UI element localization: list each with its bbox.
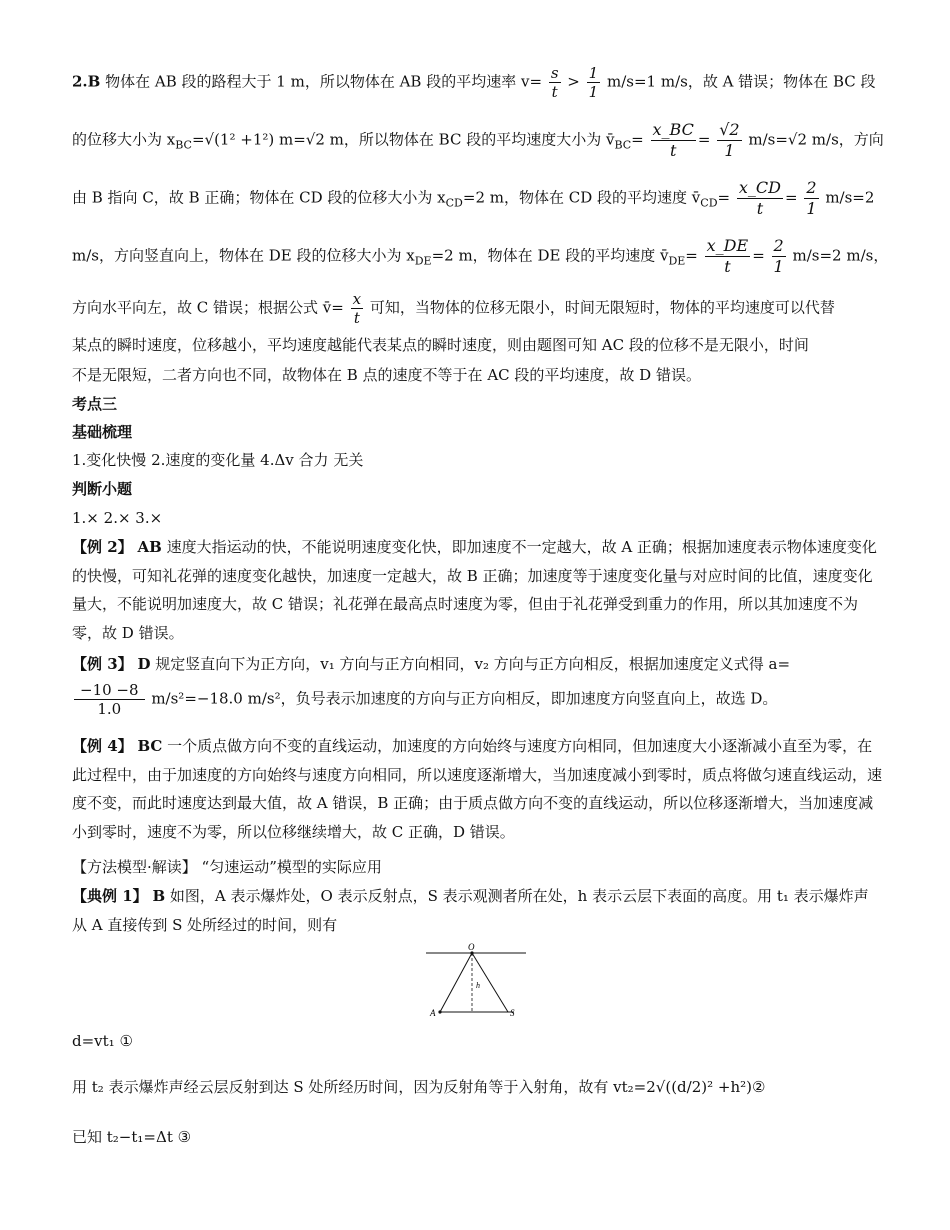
frac-num: 2	[806, 178, 817, 197]
heading-kaodian: 考点三	[72, 395, 118, 413]
fraction-s-over-t	[549, 64, 561, 101]
text: m/s=√2 m/s，方向	[748, 130, 884, 149]
text: =	[631, 130, 644, 149]
text: =2 m，物体在 CD 段的平均速度 v̄	[462, 188, 701, 207]
example-tag: 【例 3】	[72, 655, 133, 673]
heading-panduan: 判断小题	[72, 480, 133, 498]
frac-den: t	[724, 257, 731, 276]
fraction-xde-over-t	[705, 236, 751, 277]
frac-num: x_DE	[706, 236, 749, 255]
example-tag: 【例 4】	[72, 737, 133, 755]
typical-example-1	[72, 882, 882, 939]
frac-num: 1	[588, 64, 599, 82]
text: =	[784, 188, 798, 207]
text: 可知，当物体的位移无限小，时间无限短时，物体的平均速度可以代替	[369, 298, 835, 317]
fraction-xcd-over-t	[737, 178, 783, 219]
text: 的位移大小为 x	[72, 130, 176, 149]
sec2-line1	[72, 64, 876, 101]
frac-den: 1	[806, 199, 817, 218]
subscript: DE	[668, 254, 686, 268]
fraction-x-over-t	[351, 290, 363, 327]
frac-num: x_CD	[738, 178, 781, 197]
reflection-diagram	[426, 942, 626, 1022]
sec2-line4	[72, 236, 888, 277]
text: m/s=1 m/s，故 A 错误；物体在 BC 段	[606, 72, 876, 91]
text: =	[685, 246, 698, 265]
frac-den: 1	[588, 83, 599, 101]
subscript: BC	[614, 138, 632, 152]
fraction-sqrt2-over-1	[717, 120, 741, 161]
frac-den: 1	[724, 141, 735, 160]
heading-jichu: 基础梳理	[72, 423, 133, 441]
frac-den: 1.0	[97, 700, 122, 718]
frac-num: x	[352, 290, 362, 308]
frac-den: t	[353, 309, 360, 327]
text: m/s，方向竖直向上，物体在 DE 段的位移大小为 x	[72, 246, 415, 265]
text: 用 t₂ 表示爆炸声经云层反射到达 S 处所经历时间，因为反射角等于入射角，故有 vt₂=2	[72, 1078, 656, 1096]
example-2	[72, 533, 882, 647]
fraction-2-over-1	[772, 236, 786, 277]
frac-num: s	[550, 64, 559, 82]
fraction-1-over-1	[587, 64, 601, 101]
example-text: m/s²=−18.0 m/s²，负号表示加速度的方向与正方向相反，即加速度方向竖直向上，故选 D。	[151, 689, 778, 708]
example-4	[72, 732, 882, 846]
subscript: BC	[175, 138, 192, 152]
example-3-line1	[72, 653, 790, 675]
text: 由 B 指向 C，故 B 正确；物体在 CD 段的位移大小为 x	[72, 188, 446, 207]
text: =√(1² +1²) m=√2 m，所以物体在 BC 段的平均速度大小为 v̄	[191, 130, 615, 149]
text: 物体在 AB 段的路程大于 1 m，所以物体在 AB 段的平均速率 v=	[105, 72, 543, 91]
fraction-xbc-over-t	[651, 120, 696, 161]
example-answer: D	[137, 655, 151, 673]
equation-3: 已知 t₂−t₁=Δt ③	[72, 1128, 192, 1146]
label-o: O	[468, 942, 475, 952]
equation-1: d=vt₁ ①	[72, 1032, 133, 1050]
sec2-line7: 不是无限短，二者方向也不同，故物体在 B 点的速度不等于在 AC 段的平均速度，故 D 错误。	[72, 366, 701, 384]
example-text: 如图，A 表示爆炸处，O 表示反射点，S 表示观测者所在处，h 表示云层下表面的高度。用 t₁ 表示爆炸声从 A 直接传到 S 处所经过的时间，则有	[72, 887, 869, 934]
example-text: 规定竖直向下为正方向，v₁ 方向与正方向相同，v₂ 方向与正方向相反，根据加速度定义式得 a=	[155, 655, 791, 673]
example-text: 速度大指运动的快，不能说明速度变化快，即加速度不一定越大，故 A 正确；根据加速度表示物体速度变化的快慢，可知礼花弹的速度变化越快，加速度一定越大，故 B 正确；加速度等于速度变化量与对应时间的比值，速度变化量大，不能说明加速度大，故 C 错误；礼花弹在最高点时速度为零，但由于礼花弹受到重力的作用，所以其加速度不为零，故 D 错误。	[72, 538, 877, 642]
text: 方向水平向左，故 C 错误；根据公式 v̄=	[72, 298, 344, 317]
example-text: 一个质点做方向不变的直线运动，加速度的方向始终与速度方向相同，但加速度大小逐渐减小直至为零，在此过程中，由于加速度的方向始终与速度方向相同，所以速度逐渐增大，当加速度减小到零时，质点将做匀速直线运动，速度不变，而此时速度达到最大值，故 A 错误，B 正确；由于质点做方向不变的直线运动，所以位移逐渐增大，当加速度减小到零时，速度不为零，所以位移继续增大，故 C 正确，D 错误。	[72, 737, 883, 841]
subscript: CD	[700, 196, 718, 210]
fraction-accel	[74, 681, 145, 718]
subscript: CD	[445, 196, 463, 210]
frac-den: t	[669, 141, 677, 160]
fraction-2-over-1	[804, 178, 818, 219]
frac-num: −10 −8	[74, 681, 145, 700]
frac-den: t	[551, 83, 558, 101]
text: =2 m，物体在 DE 段的平均速度 v̄	[431, 246, 669, 265]
panduan-items: 1.× 2.× 3.×	[72, 509, 163, 527]
example-answer: B	[152, 887, 166, 905]
frac-num: x_BC	[652, 120, 694, 139]
sec2-line6: 某点的瞬时速度，位移越小，平均速度越能代表某点的瞬时速度，则由题图可知 AC 段的位移不是无限小，时间	[72, 336, 809, 354]
subscript: DE	[414, 254, 432, 268]
example-tag: 【例 2】	[72, 538, 133, 556]
text: =	[697, 130, 711, 149]
sec2-line2	[72, 120, 884, 161]
example-3-line2	[72, 681, 777, 718]
text: =	[717, 188, 731, 207]
jichu-items: 1.变化快慢 2.速度的变化量 4.Δv 合力 无关	[72, 451, 364, 469]
example-answer: AB	[137, 538, 162, 556]
frac-num: 2	[773, 236, 784, 255]
text: m/s=2	[825, 188, 875, 207]
example-answer: BC	[137, 737, 163, 755]
example-tag: 【典例 1】	[72, 887, 148, 905]
answer-2b: 2.B	[72, 72, 101, 91]
sec2-line3	[72, 178, 874, 219]
sec2-line5	[72, 290, 835, 327]
equation-2	[72, 1076, 765, 1098]
label-a: A	[430, 1008, 436, 1018]
point-a	[438, 1010, 441, 1013]
incident-ray	[440, 953, 472, 1012]
frac-num: √2	[719, 120, 740, 139]
text: m/s=2 m/s，	[792, 246, 889, 265]
method-heading: 【方法模型·解读】 “匀速运动”模型的实际应用	[72, 858, 382, 876]
label-s: S	[510, 1008, 515, 1018]
text: √((d/2)² +h²)②	[655, 1078, 766, 1096]
frac-den: t	[756, 199, 764, 218]
text: >	[567, 72, 580, 91]
frac-den: 1	[773, 257, 784, 276]
text: =	[752, 246, 765, 265]
label-h: h	[476, 981, 480, 990]
